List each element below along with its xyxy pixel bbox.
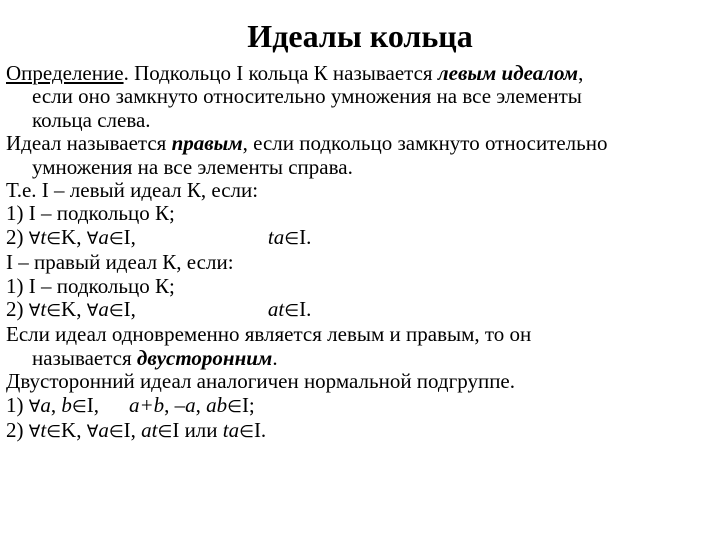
two-sided-paragraph	[6, 323, 714, 370]
var-a: a	[40, 392, 51, 417]
set-k: K,	[61, 224, 87, 249]
comma: ,	[50, 392, 62, 417]
left-ideal-term: левым идеалом	[437, 61, 579, 85]
set-i: I.	[299, 224, 312, 249]
set-i-or: I или	[172, 418, 223, 443]
forall-symbol: ∀	[28, 396, 41, 417]
forall-symbol: ∀	[28, 301, 41, 322]
analog-line: Двусторонний идеал аналогичен нормальной подгруппе.	[6, 369, 516, 394]
two-cond-1	[6, 394, 714, 419]
forall-symbol: ∀	[28, 422, 41, 443]
var-a: a	[185, 392, 196, 417]
slide-content	[6, 62, 714, 445]
product-at: at	[141, 418, 158, 443]
right-ideal-paragraph	[6, 132, 714, 179]
product-ab: ab	[206, 392, 228, 417]
comma: ,	[195, 392, 207, 417]
left-cond-1: 1) I – подкольцо К;	[6, 201, 175, 226]
set-i: I.	[299, 297, 312, 322]
num: 1)	[6, 392, 29, 417]
two-text-1: Если идеал одновременно является левым и правым, то он	[6, 322, 532, 347]
var-a: a	[98, 224, 109, 249]
var-t: t	[40, 224, 47, 249]
two-cond-2	[6, 419, 714, 444]
set-i: I,	[123, 418, 142, 443]
in-symbol: ∈	[46, 228, 62, 249]
num: 2)	[6, 224, 29, 249]
ie-line: Т.е. I – левый идеал К, если:	[6, 178, 259, 203]
definition-text: . Подкольцо I кольца К называется	[123, 61, 438, 85]
in-symbol: ∈	[239, 422, 254, 443]
right-cond-1: 1) I – подкольцо К;	[6, 273, 175, 298]
var-a: a	[98, 297, 109, 322]
in-symbol: ∈	[157, 422, 173, 443]
forall-symbol: ∀	[86, 422, 99, 443]
in-symbol: ∈	[71, 396, 87, 417]
product-ta: ta	[267, 224, 285, 249]
right-cont: умножения на все элементы справа.	[32, 154, 353, 179]
left-cond-2	[6, 226, 714, 251]
num: 2)	[6, 297, 29, 322]
product-at: at	[267, 297, 285, 322]
num: 2)	[6, 418, 29, 443]
two-cont-2: .	[272, 345, 278, 370]
set-k: K,	[61, 418, 87, 443]
set-i: I,	[86, 392, 99, 417]
right-cond-2	[6, 298, 714, 323]
in-symbol: ∈	[108, 422, 124, 443]
var-b: b	[61, 392, 72, 417]
forall-symbol: ∀	[86, 301, 99, 322]
definition-paragraph	[6, 62, 714, 132]
right-head: I – правый идеал К, если:	[6, 250, 234, 275]
in-symbol: ∈	[108, 228, 124, 249]
var-t: t	[40, 297, 47, 322]
definition-comma: ,	[578, 61, 584, 85]
sum-ab: a+b	[128, 392, 165, 417]
var-t: t	[40, 418, 47, 443]
forall-symbol: ∀	[86, 228, 99, 249]
product-ta: ta	[222, 418, 240, 443]
definition-cont-2: кольца слева.	[32, 107, 151, 132]
set-i: I,	[123, 297, 136, 322]
page-title: Идеалы кольца	[247, 18, 473, 54]
definition-label: Определение	[6, 61, 124, 85]
two-sided-term: двусторонним	[136, 345, 273, 370]
set-i: I;	[241, 392, 255, 417]
definition-cont-1: если оно замкнуто относительно умножения на все элементы	[32, 84, 582, 109]
set-i: I,	[123, 224, 136, 249]
in-symbol: ∈	[284, 301, 300, 322]
in-symbol: ∈	[108, 301, 124, 322]
set-k: K,	[61, 297, 87, 322]
forall-symbol: ∀	[28, 228, 41, 249]
set-i: I.	[253, 418, 267, 443]
two-cont-1: называется	[32, 345, 137, 370]
in-symbol: ∈	[46, 422, 62, 443]
in-symbol: ∈	[227, 396, 242, 417]
right-text-1: Идеал называется	[6, 131, 172, 156]
right-ideal-term: правым	[171, 131, 243, 156]
comma-minus: , –	[164, 392, 186, 417]
in-symbol: ∈	[46, 301, 62, 322]
in-symbol: ∈	[284, 228, 300, 249]
right-text-2: , если подкольцо замкнуто относительно	[242, 131, 608, 156]
var-a: a	[98, 418, 109, 443]
